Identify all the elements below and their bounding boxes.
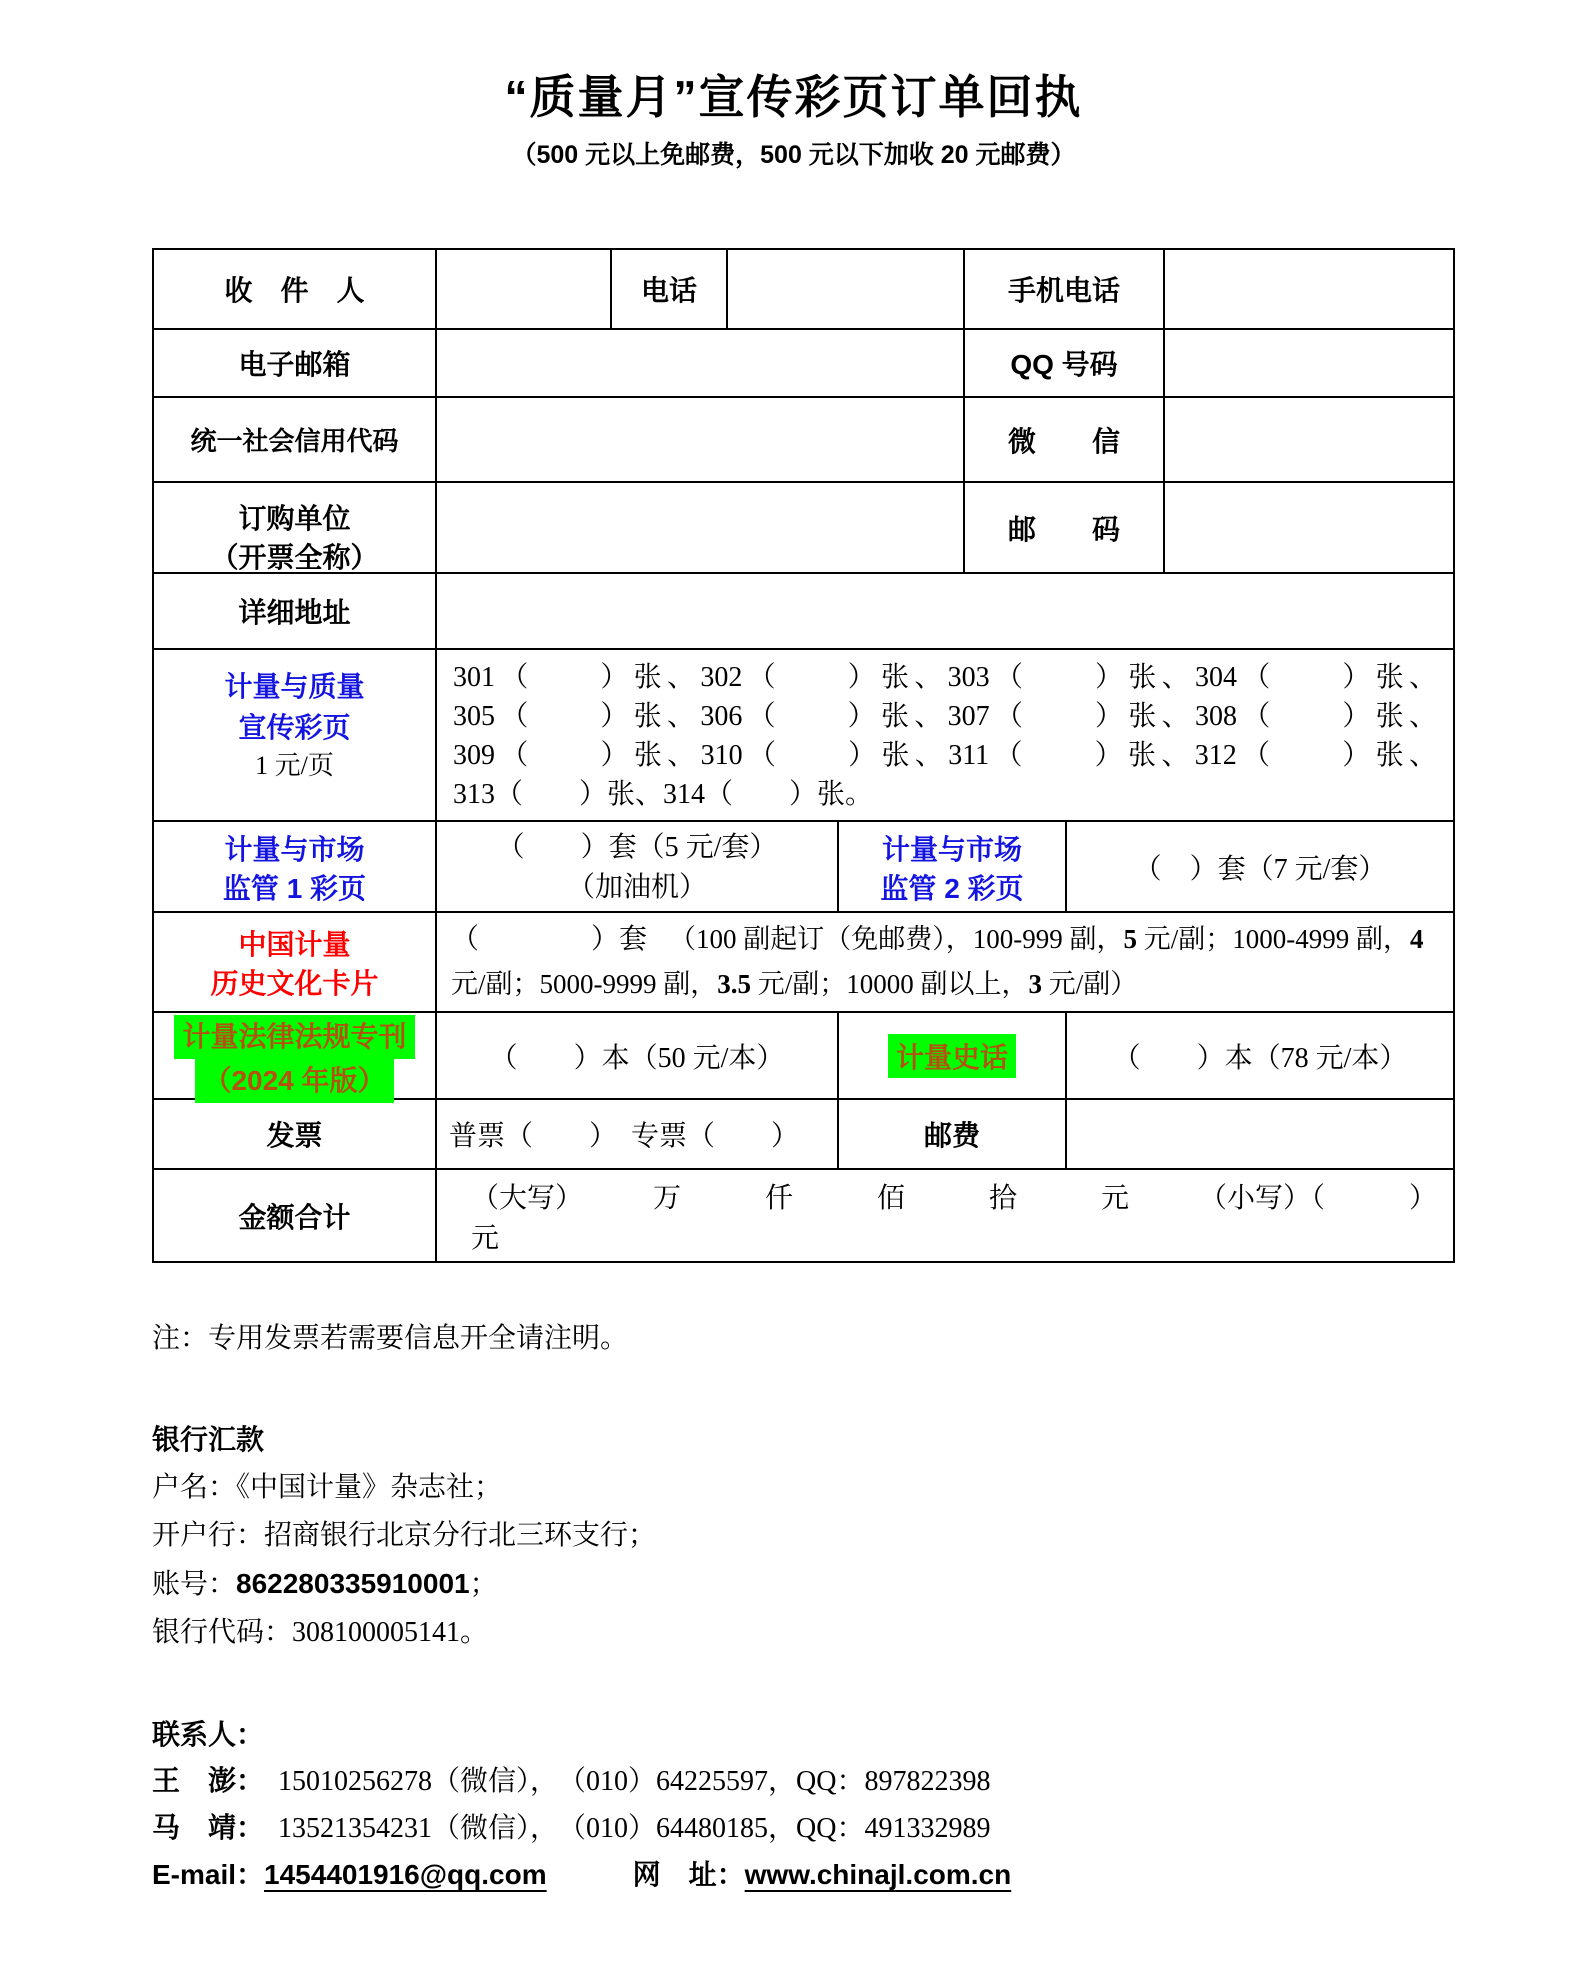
law-special-label [154,1013,437,1100]
table-row-purchaser [154,483,1455,574]
market1-quantity-cell[interactable]: （ ）套（5 元/套） （加油机） [437,822,839,913]
table-row-recipient [154,250,1455,330]
recipient-label: 收 件 人 [154,250,437,330]
bank-branch: 开户行：招商银行北京分行北三环支行； [152,1520,657,1551]
history-cards-qty-blank: （ ）套 [451,924,648,955]
market2-label: 计量与市场 监管 2 彩页 [839,822,1067,913]
table-row-email [154,330,1455,398]
mobile-label: 手机电话 [965,250,1165,330]
website-link[interactable]: www.chinajl.com.cn [744,1859,1012,1890]
table-row-address [154,574,1455,650]
order-table [152,248,1455,1263]
address-label: 详细地址 [154,574,437,650]
email-line [152,1852,1011,1899]
zip-label: 邮 码 [965,483,1165,574]
email-input-cell[interactable] [437,330,965,398]
table-row-credit-code [154,398,1455,483]
contacts-section [152,1712,1011,1899]
contact-name: 马 靖： [152,1812,265,1843]
table-row-total [154,1170,1455,1263]
purchaser-label: 订购单位 （开票全称） [154,483,437,574]
contact-name: 王 澎： [152,1765,265,1796]
email-link[interactable]: 1454401916@qq.com [264,1859,547,1890]
total-amount-cell[interactable]: （大写） 万 仟 佰 拾 元 （小写）（ ）元 [437,1170,1455,1263]
postage-label: 邮费 [839,1100,1067,1170]
law-special-quantity-cell[interactable]: （ ）本（50 元/本） [437,1013,839,1100]
bank-code: 银行代码：308100005141。 [152,1617,489,1648]
contact-line [152,1805,1011,1852]
colorpages-label: 计量与质量 宣传彩页 1 元/页 [154,650,437,822]
invoice-note: 注：专用发票若需要信息开全请注明。 [152,1323,629,1354]
table-row-market-supervision [154,822,1455,913]
wechat-input-cell[interactable] [1165,398,1455,483]
contact-line [152,1758,1011,1805]
bank-account-number: 账号：862280335910001； [152,1568,498,1600]
website-label: 网 址： [632,1859,745,1890]
credit-code-label: 统一社会信用代码 [154,398,437,483]
credit-code-input-cell[interactable] [437,398,965,483]
purchaser-input-cell[interactable] [437,483,965,574]
email-label: 电子邮箱 [154,330,437,398]
phone-input-cell[interactable] [728,250,965,330]
market2-quantity-cell[interactable]: （ ）套（7 元/套） [1067,822,1455,913]
mobile-input-cell[interactable] [1165,250,1455,330]
recipient-input-cell[interactable] [437,250,612,330]
law-special-label-line1: 计量法律法规专刊 [174,1015,414,1059]
total-label: 金额合计 [154,1170,437,1263]
market1-label: 计量与市场 监管 1 彩页 [154,822,437,913]
law-special-label-line2: （2024 年版） [195,1059,393,1103]
postage-input-cell[interactable] [1067,1100,1455,1170]
history-cards-pricing: （100 副起订（免邮费），100-999 副，5 元/副；1000-4999 副，4 元/副；5000-9999 副，3.5 元/副；10000 副以上，3 元/副） [451,924,1424,999]
table-row-law-special [154,1013,1455,1100]
bank-remittance-section [152,1416,656,1657]
invoice-options-cell[interactable]: 普票（ ） 专票（ ） [437,1100,839,1170]
table-row-history-cards [154,913,1455,1013]
colorpages-quantity-cell[interactable]: 301（ ）张、302（ ）张、303（ ）张、304（ ）张、 305（ ）张、306（ ）张、307（ ）张、308（ ）张、 309（ ）张、310（ ）张、311（ ）张、312（ ）张、 313（ ）张、314（ ）张。 [437,650,1455,822]
metrology-history-label-cell [839,1013,1067,1100]
page-title: “质量月”宣传彩页订单回执 [504,71,1083,123]
address-input-cell[interactable] [437,574,1455,650]
metrology-history-label: 计量史话 [888,1034,1016,1078]
history-cards-quantity-cell[interactable] [437,913,1455,1013]
zip-input-cell[interactable] [1165,483,1455,574]
table-row-invoice [154,1100,1455,1170]
wechat-label: 微 信 [965,398,1165,483]
contact-info: 15010256278（微信）， （010）64225597，QQ：897822398 [278,1766,991,1797]
colorpages-price: 1 元/页 [255,751,334,780]
page-subtitle: （500 元以上免邮费，500 元以下加收 20 元邮费） [511,141,1076,169]
email-label: E-mail： [152,1859,265,1890]
invoice-label: 发票 [154,1100,437,1170]
qq-label: QQ 号码 [965,330,1165,398]
contacts-heading: 联系人： [152,1719,265,1750]
bank-heading: 银行汇款 [152,1424,265,1455]
bank-account-name: 户名：《中国计量》杂志社； [152,1472,503,1503]
table-row-colorpages [154,650,1455,822]
metrology-history-quantity-cell[interactable]: （ ）本（78 元/本） [1067,1013,1455,1100]
contact-info: 13521354231（微信）， （010）64480185，QQ：491332989 [278,1813,991,1844]
phone-label: 电话 [612,250,728,330]
qq-input-cell[interactable] [1165,330,1455,398]
history-cards-label: 中国计量 历史文化卡片 [154,913,437,1013]
